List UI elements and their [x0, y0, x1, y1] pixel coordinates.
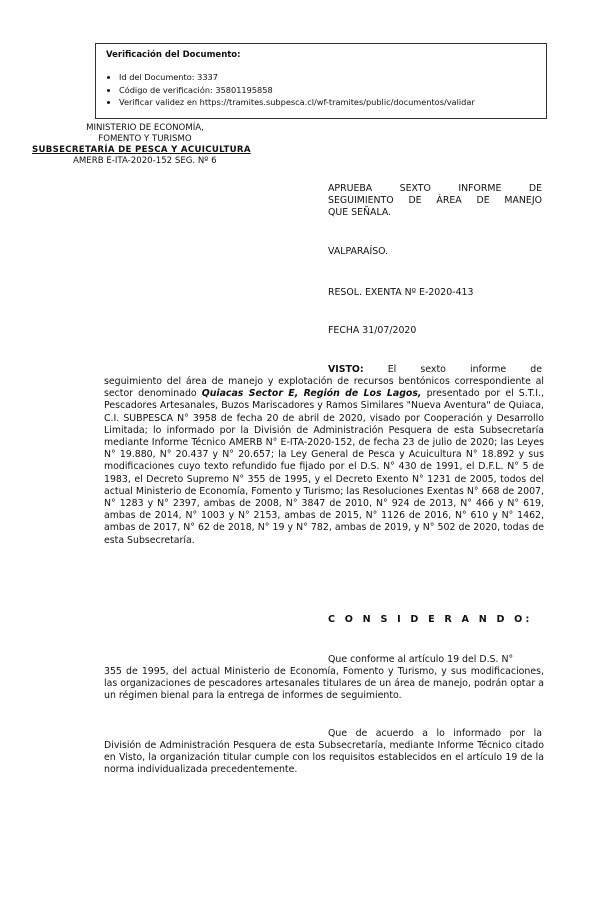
considerando-title: C O N S I D E R A N D O: [328, 614, 533, 625]
verification-title: Verificación del Documento: [106, 50, 241, 60]
verification-list [106, 71, 536, 109]
visto-text-a: seguimiento del área de manejo y explotación de recursos bentónicos correspondiente al sector denominado [104, 376, 544, 400]
considerando-1-first: Que conforme al artículo 19 del D.S. N° [328, 654, 514, 665]
place: VALPARAÍSO. [328, 246, 389, 257]
summary-line-3: QUE SEÑALA. [328, 207, 392, 218]
ministry-name: MINISTERIO DE ECONOMÍA, [86, 123, 204, 133]
amerb-reference: AMERB E-ITA-2020-152 SEG. Nº 6 [73, 156, 217, 166]
visto-text-b: presentado por el S.T.I., Pescadores Artesanales, Buzos Mariscadores y Ramos Similares "Nueva Aventura" de Quiaca, C.I. SUBPESCA N° 3958 de fecha 20 de abril de 2020, visado por Cooperación y Desarrollo Limitada; lo informado por la División de Administración Pesquera de esta Subsecretaría mediante Informe Técnico AMERB N° E-ITA-2020-152, de fecha 23 de julio de 2020; las Leyes N° 19.880, N° 20.437 y N° 20.657; la Ley General de Pesca y Acuicultura N° 18.892 y sus modificaciones cuyo texto refundido fue fijado por el D.S. N° 430 de 1991, el D.F.L. N° 5 de 1983, el Decreto Supremo N° 355 de 1995, y el Decreto Exento N° 1231 de 2005, todos del actual Ministerio de Economía, Fomento y Turismo; las Resoluciones Exentas N° 668 de 2007, N° 1283 y N° 2397, ambas de 2008, N° 3847 de 2010, N° 924 de 2013, N° 466 y N° 619, ambas de 2014, N° 1003 y N° 2153, ambas de 2015, N° 1126 de 2016, N° 610 y N° 1462, ambas de 2017, N° 62 de 2018, N° 19 y N° 782, ambas de 2019, y N° 502 de 2020, todas de esta Subsecretaría. [104, 388, 545, 546]
verification-box [95, 43, 547, 119]
visto-intro: El sexto informe de [387, 364, 542, 375]
resolution-number: RESOL. EXENTA Nº E-2020-413 [328, 287, 474, 298]
visto-paragraph [104, 376, 544, 547]
verification-code: • Código de verificación: 35801195858 [119, 84, 536, 97]
summary-line-2: SEGUIMIENTO DE ÁREA DE MANEJO [328, 195, 542, 206]
visto-sector: Quiacas Sector E, Región de Los Lagos, [201, 388, 422, 400]
verification-link[interactable]: • Verificar validez en https://tramites.subpesca.cl/wf-tramites/public/documentos/validar [119, 96, 536, 109]
visto-label: VISTO: [328, 364, 364, 375]
document-id: • Id del Documento: 3337 [119, 71, 536, 84]
subsecretaria-name: SUBSECRETARÍA DE PESCA Y ACUICULTURA [32, 145, 251, 155]
ministry-name-cont: FOMENTO Y TURISMO [98, 134, 192, 144]
summary-line-1: APRUEBA SEXTO INFORME DE [328, 183, 542, 194]
considerando-2-first: Que de acuerdo a lo informado por la [328, 728, 542, 739]
resolution-date: FECHA 31/07/2020 [328, 325, 417, 336]
considerando-1-body: 355 de 1995, del actual Ministerio de Economía, Fomento y Turismo, y sus modificaciones, las organizaciones de pescadores artesanales titulares de un área de manejo, podrán optar a un régimen bienal para la entrega de informes de seguimiento. [104, 666, 544, 702]
visto-first-line [328, 364, 542, 376]
considerando-2-body: División de Administración Pesquera de esta Subsecretaría, mediante Informe Técnico citado en Visto, la organización titular cumple con los requisitos establecidos en el artículo 19 de la norma individualizada precedentemente. [104, 740, 544, 776]
